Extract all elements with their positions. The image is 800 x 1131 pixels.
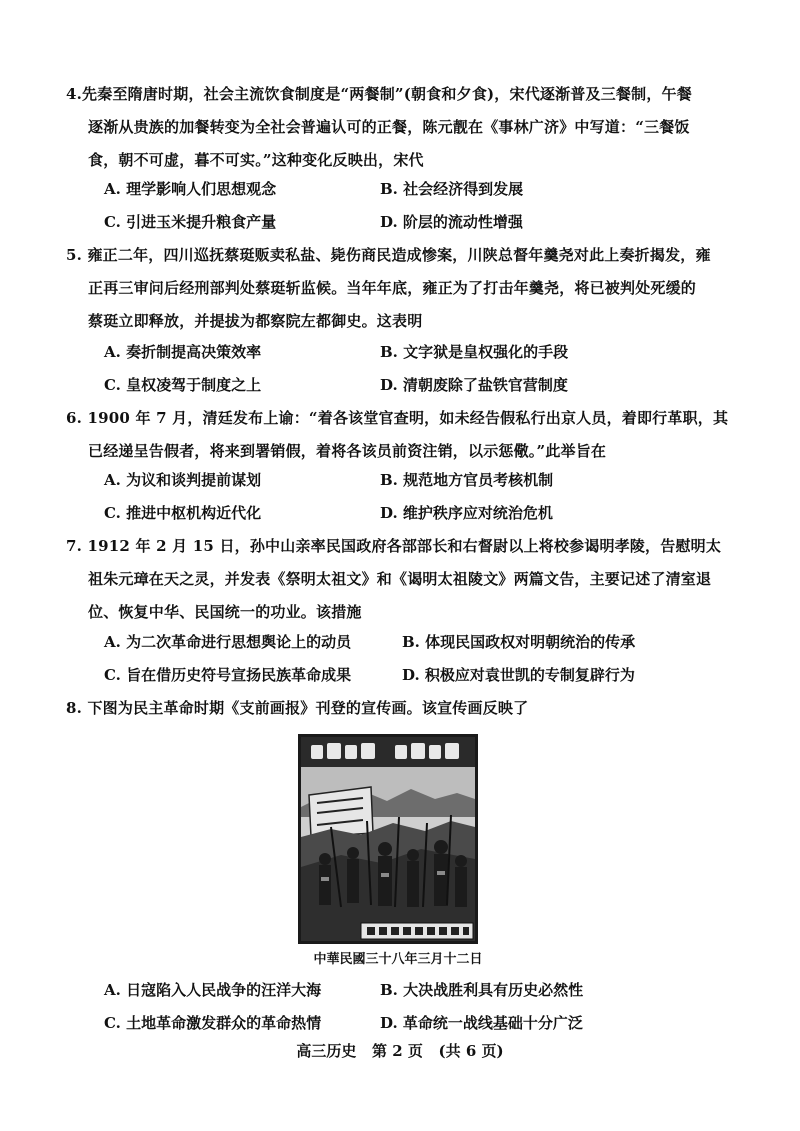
question-6-options [104, 464, 724, 530]
question-7-line-1: 7. 1912 年 2 月 15 日，孙中山亲率民国政府各部部长和右督尉以上将校参谒明孝陵，告慰明太 [66, 537, 722, 555]
question-5-options [104, 336, 724, 402]
option-7a: A. 为二次革命进行思想舆论上的动员 [104, 633, 352, 651]
propaganda-poster-image [298, 734, 478, 944]
question-7-line-2: 祖朱元璋在天之灵，并发表《祭明太祖文》和《谒明太祖陵文》两篇文告，主要记述了清室退 [88, 570, 712, 588]
option-4c: C. 引进玉米提升粮食产量 [104, 213, 277, 231]
option-6b: B. 规范地方官员考核机制 [380, 471, 554, 489]
option-8a: A. 日寇陷入人民战争的汪洋大海 [104, 981, 322, 999]
question-8 [66, 692, 716, 725]
option-5a: A. 奏折制提高决策效率 [104, 343, 262, 361]
option-7d: D. 积极应对袁世凯的专制复辟行为 [402, 666, 635, 684]
option-6d: D. 维护秩序应对统治危机 [380, 504, 553, 522]
question-4-line-3: 食，朝不可虚，暮不可实。”这种变化反映出，宋代 [88, 151, 424, 169]
question-5-line-2: 正再三审问后经刑部判处蔡珽斩监候。当年年底，雍正为了打击年羹尧，将已被判处死缓的 [88, 279, 697, 297]
question-6-line-1: 6. 1900 年 7 月，清廷发布上谕：“着各该堂官查明，如未经告假私行出京人员，着即行革职，其 [66, 409, 729, 427]
option-4a: A. 理学影响人们思想观念 [104, 180, 277, 198]
question-7-line-3: 位、恢复中华、民国统一的功业。该措施 [88, 603, 362, 621]
question-4-line-2: 逐渐从贵族的加餐转变为全社会普遍认可的正餐，陈元靓在《事林广济》中写道：“三餐饭 [88, 118, 690, 136]
option-8b: B. 大决战胜利具有历史必然性 [380, 981, 584, 999]
question-6-line-2: 已经递呈告假者，将来到署销假，着将各该员前资注销，以示惩儆。”此举旨在 [88, 442, 607, 460]
option-7c: C. 旨在借历史符号宣扬民族革命成果 [104, 666, 352, 684]
question-8-line-1: 8. 下图为民主革命时期《支前画报》刊登的宣传画。该宣传画反映了 [66, 699, 529, 717]
option-5c: C. 皇权凌驾于制度之上 [104, 376, 262, 394]
question-7-options [104, 626, 724, 692]
question-4-options [104, 173, 724, 239]
question-5 [66, 239, 716, 338]
option-7b: B. 体现民国政权对明朝统治的传承 [402, 633, 636, 651]
question-6 [66, 402, 729, 468]
option-8d: D. 革命统一战线基础十分广泛 [380, 1014, 583, 1032]
option-5d: D. 清朝废除了盐铁官营制度 [380, 376, 568, 394]
option-6c: C. 推进中枢机构近代化 [104, 504, 262, 522]
option-8c: C. 土地革命激发群众的革命热情 [104, 1014, 322, 1032]
option-6a: A. 为议和谈判提前谋划 [104, 471, 262, 489]
question-8-options [104, 974, 724, 1040]
question-7 [66, 530, 722, 629]
option-5b: B. 文字狱是皇权强化的手段 [380, 343, 569, 361]
question-4 [66, 78, 716, 177]
poster-caption: 中華民國三十八年三月十二日 [313, 952, 483, 967]
page-footer: 高三历史 第 2 页 (共 6 页) [296, 1042, 504, 1060]
question-5-line-1: 5. 雍正二年，四川巡抚蔡珽贩卖私盐、毙伤商民造成惨案，川陕总督年羹尧对此上奏折揭发，雍 [66, 246, 711, 264]
question-5-line-3: 蔡珽立即释放，并提拔为都察院左都御史。这表明 [88, 312, 423, 330]
poster-illustration [301, 737, 475, 941]
option-4b: B. 社会经济得到发展 [380, 180, 524, 198]
question-4-line-1: 4.先秦至隋唐时期，社会主流饮食制度是“两餐制”(朝食和夕食)，宋代逐渐普及三餐制，午餐 [66, 85, 692, 103]
option-4d: D. 阶层的流动性增强 [380, 213, 523, 231]
